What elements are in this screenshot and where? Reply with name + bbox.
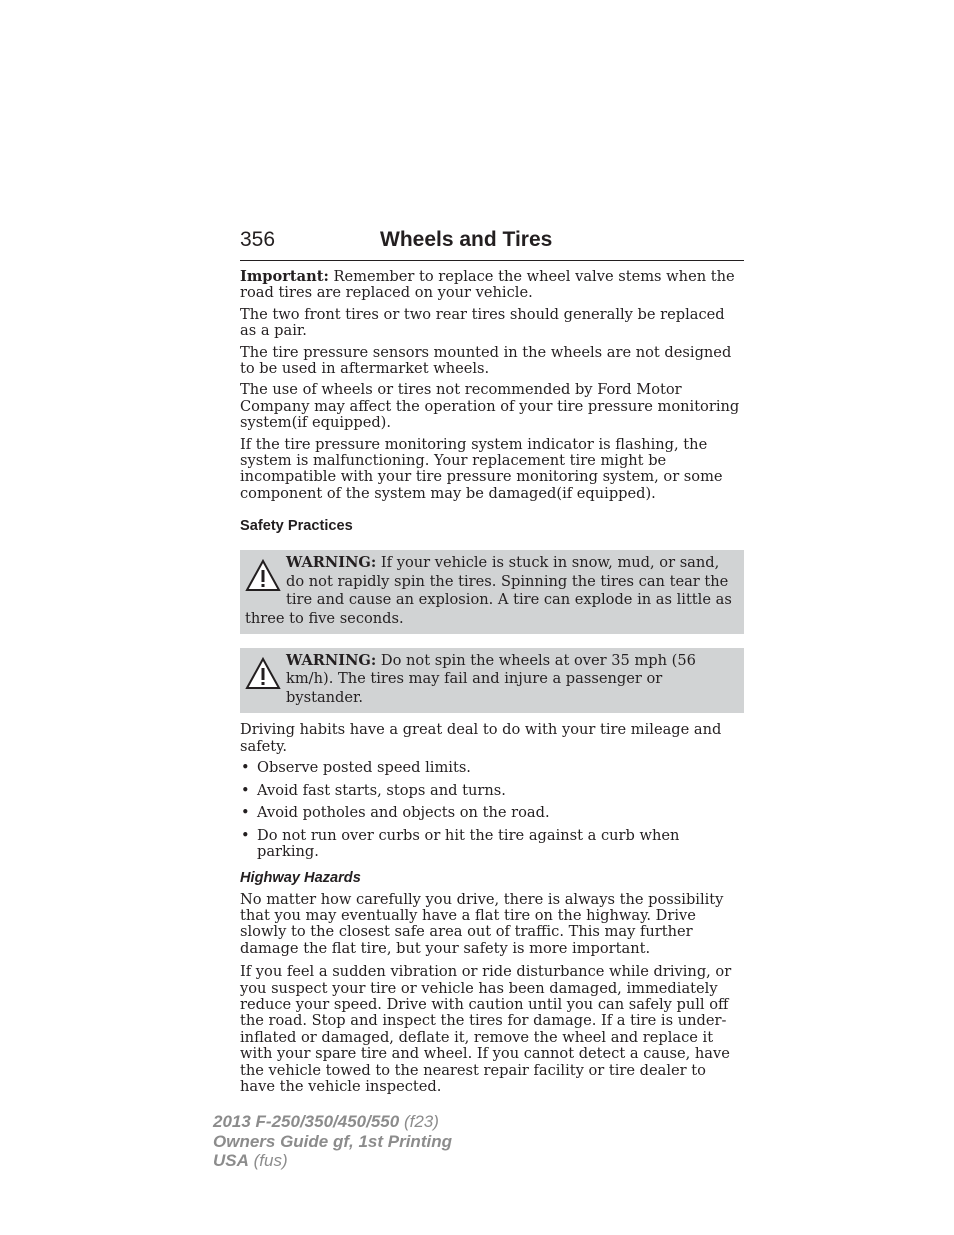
page-number: 356 xyxy=(240,228,276,251)
warning-text: Do not spin the wheels at over 35 mph (56 km/h). The tires may fail and injure a passenger or bystander. xyxy=(286,651,696,706)
list-item: • Do not run over curbs or hit the tire against a curb when parking. xyxy=(240,828,744,861)
footer-line-3 xyxy=(213,1151,452,1171)
safety-practices-heading: Safety Practices xyxy=(240,518,353,535)
page-footer xyxy=(213,1112,452,1171)
warning-label: WARNING: xyxy=(286,651,377,669)
footer-line-2 xyxy=(213,1132,452,1152)
footer-model: 2013 F-250/350/450/550 xyxy=(213,1112,400,1131)
footer-model-code: (f23) xyxy=(399,1112,439,1131)
page-header xyxy=(240,228,744,261)
list-item: • Avoid potholes and objects on the road. xyxy=(240,805,744,821)
warning-triangle-icon xyxy=(245,558,281,594)
section-title: Wheels and Tires xyxy=(380,228,553,251)
warning-triangle-icon xyxy=(245,656,281,692)
important-label: Important: xyxy=(240,268,329,285)
important-note xyxy=(240,269,744,302)
footer-line-1 xyxy=(213,1112,452,1132)
footer-guide: Owners Guide gf, 1st Printing xyxy=(213,1131,452,1151)
footer-region: USA xyxy=(213,1151,249,1170)
warning-box xyxy=(240,550,744,634)
paragraph: The use of wheels or tires not recommended by Ford Motor Company may affect the operation of your tire pressure monitoring system(if equipped). xyxy=(240,381,740,432)
bullet-list xyxy=(240,760,744,861)
highway-hazards-heading: Highway Hazards xyxy=(240,869,361,886)
paragraph: If you feel a sudden vibration or ride disturbance while driving, or you suspect your tire or vehicle has been damaged, immediately reduce your speed. Drive with caution until you can safely pull off the road. Stop and inspect the tires for damage. If a tire is under-inflated or damaged, deflate it, remove the wheel and replace it with your spare tire and wheel. If you cannot detect a cause, have the vehicle towed to the nearest repair facility or tire dealer to have the vehicle inspected. xyxy=(240,963,732,1095)
paragraph: No matter how carefully you drive, there is always the possibility that you may eventually have a flat tire on the highway. Drive slowly to the closest safe area out of traffic. This may further damage the flat tire, but your safety is more important. xyxy=(240,890,724,957)
manual-page xyxy=(240,228,744,1100)
list-item: • Avoid fast starts, stops and turns. xyxy=(240,783,744,799)
list-item: • Observe posted speed limits. xyxy=(240,760,744,776)
footer-region-code: (fus) xyxy=(248,1151,288,1170)
warning-box xyxy=(240,648,744,713)
paragraph: The two front tires or two rear tires should generally be replaced as a pair. xyxy=(240,305,725,340)
warning-label: WARNING: xyxy=(286,554,377,572)
paragraph: Driving habits have a great deal to do with your tire mileage and safety. xyxy=(240,721,722,755)
page-content xyxy=(240,269,744,1095)
important-text: Remember to replace the wheel valve stems when the road tires are replaced on your vehicle. xyxy=(240,268,735,302)
paragraph: The tire pressure sensors mounted in the wheels are not designed to be used in aftermarket wheels. xyxy=(240,343,732,378)
paragraph: If the tire pressure monitoring system indicator is flashing, the system is malfunctioning. Your replacement tire might be incompatible with your tire pressure monitoring system, or some component of the system may be damaged(if equipped). xyxy=(240,435,723,502)
warning-text: If your vehicle is stuck in snow, mud, or sand, do not rapidly spin the tires. Spinning the tires can tear the tire and cause an explosion. A tire can explode in as little as three to five seconds. xyxy=(245,554,732,627)
